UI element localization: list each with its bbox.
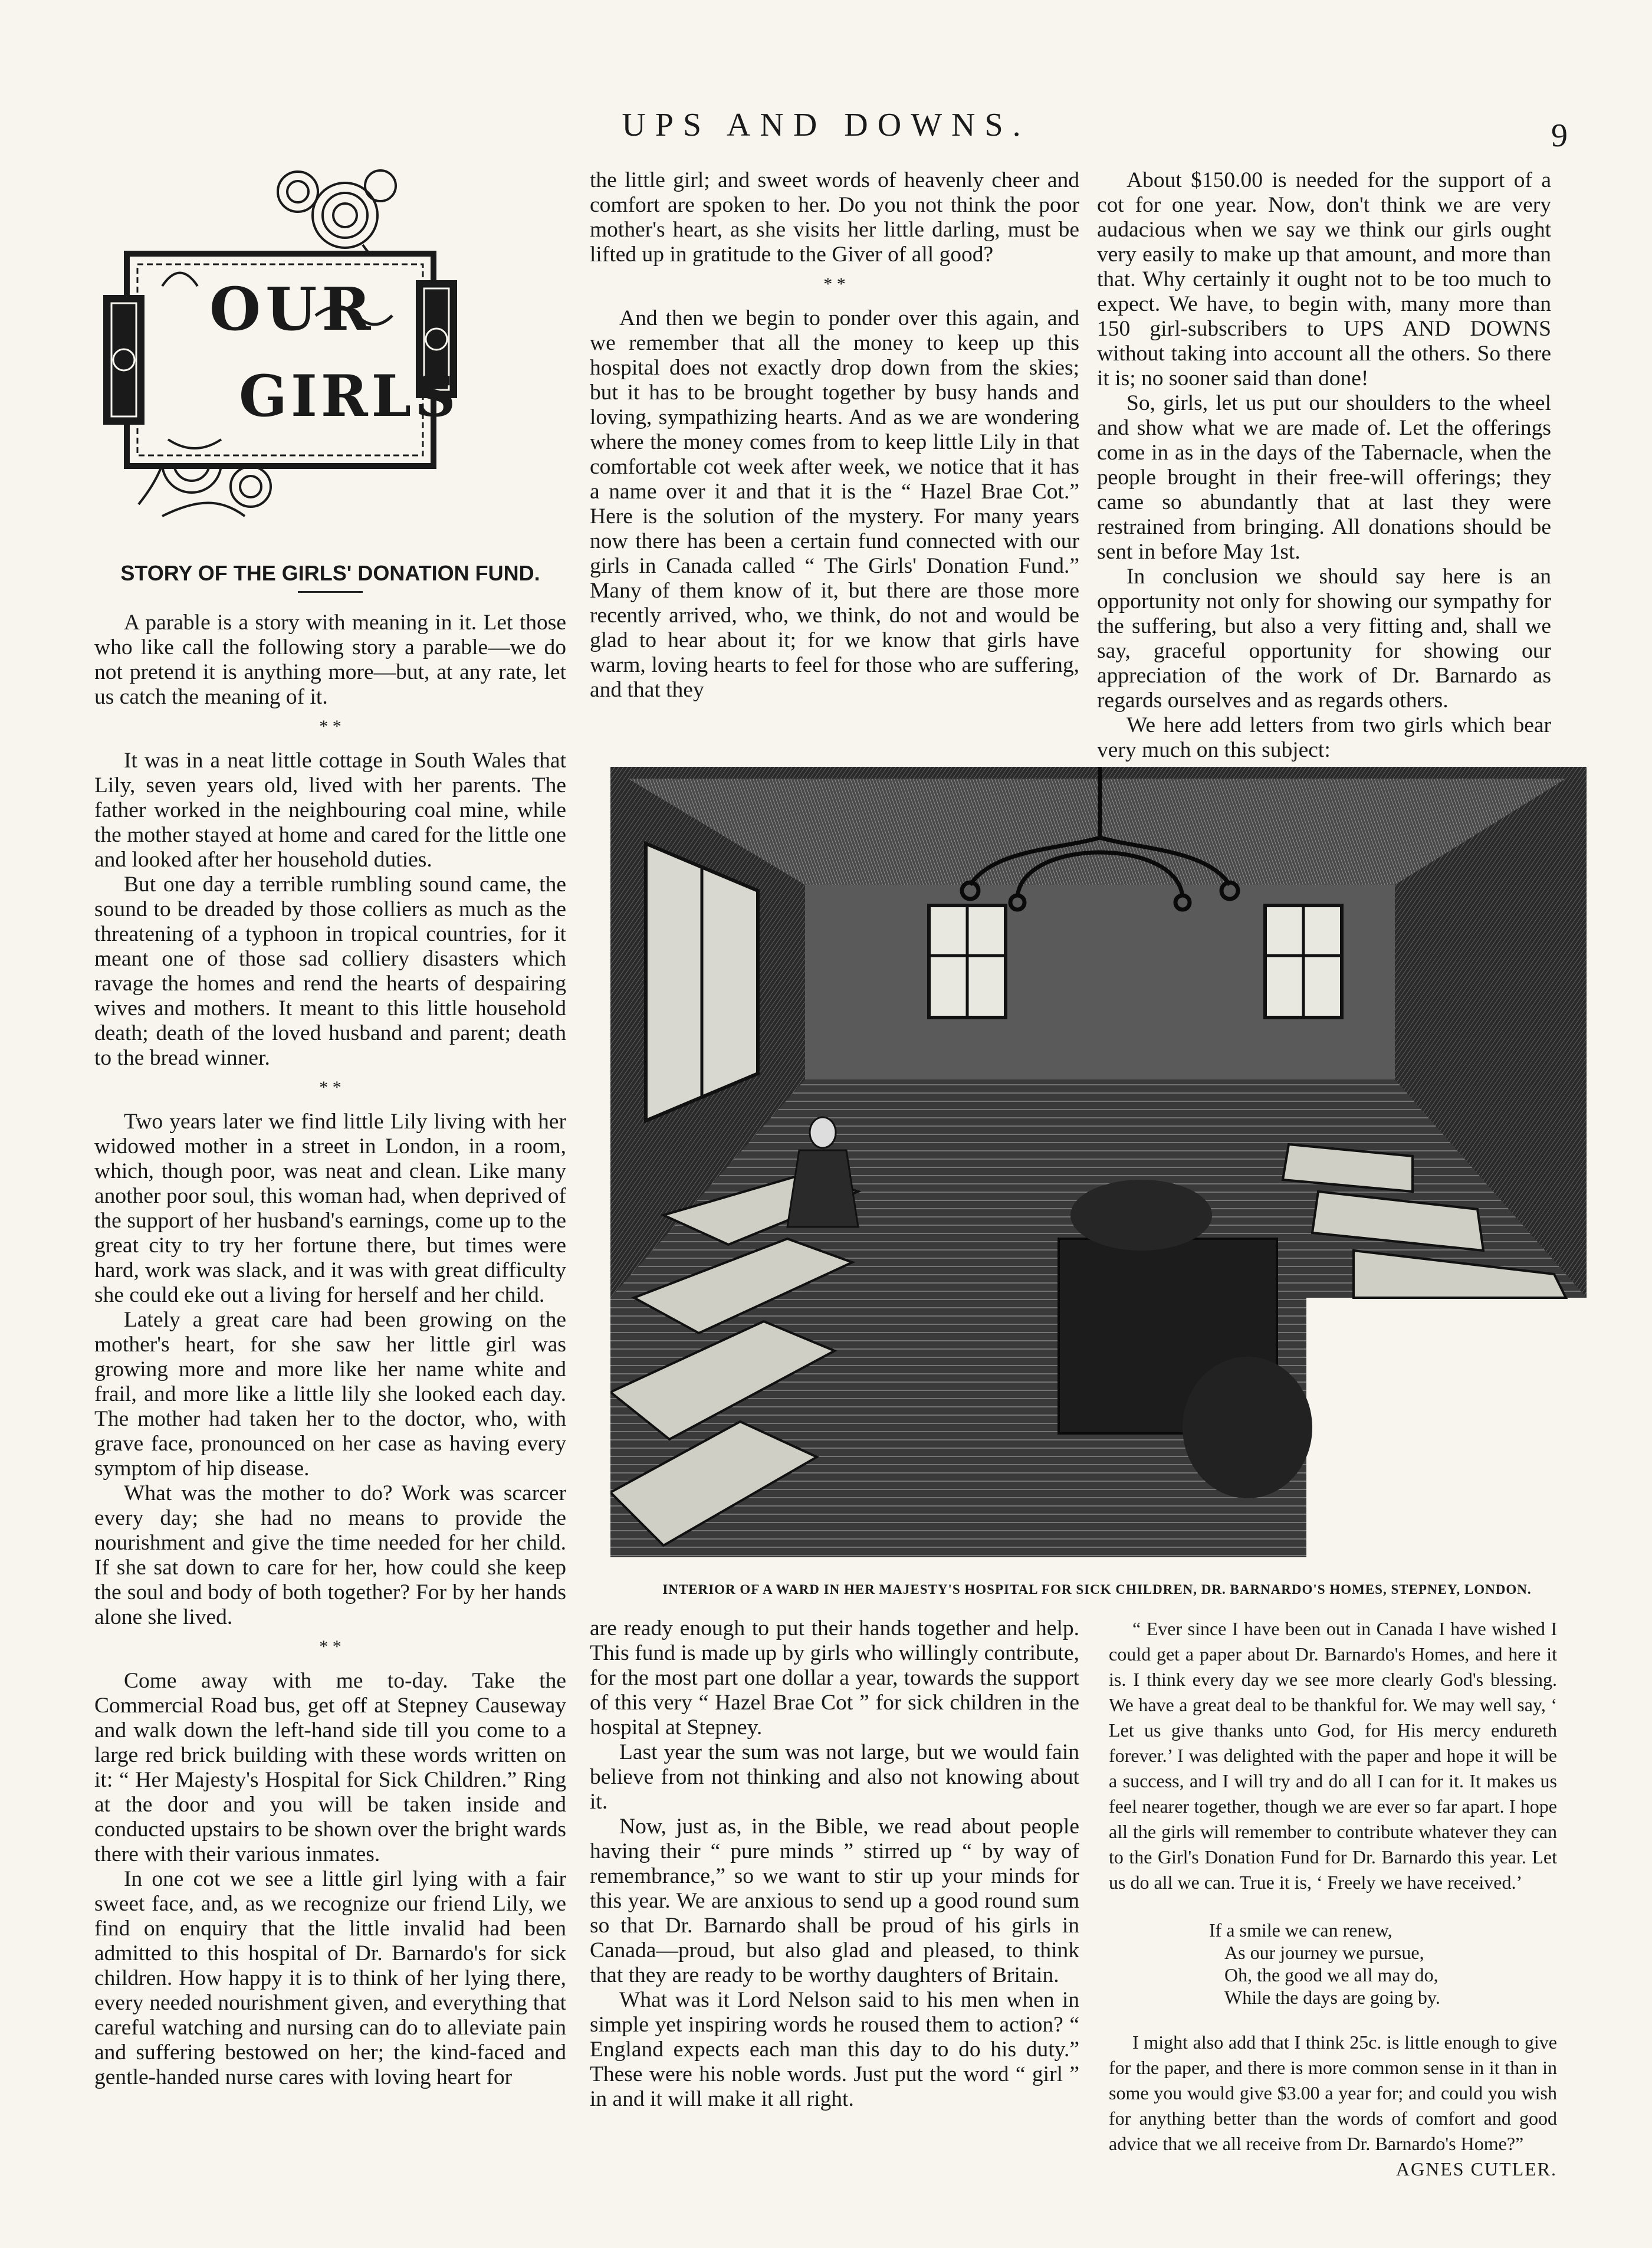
section-separator: * * — [823, 274, 846, 294]
reader-letter — [1109, 1616, 1557, 2182]
letter-poem — [1209, 1919, 1557, 2009]
section-separator: * * — [319, 1637, 341, 1656]
article-paragraph: We here add letters from two girls which bear very much on this subject: — [1097, 713, 1551, 762]
emblem-word-girls: GIRLS — [239, 363, 459, 429]
article-paragraph: Now, just as, in the Bible, we read about people having their “ pure minds ” stirred up “ by way of remembrance,” so we want to stir up your minds for this year. We are anxious to send up a good round sum so that Dr. Barnardo shall be proud of his girls in Canada—proud, but also glad and pleased, to think that they are ready to be worthy daughters of Britain. — [590, 1814, 1079, 1987]
illustration-caption: INTERIOR OF A WARD IN HER MAJESTY'S HOSPITAL FOR SICK CHILDREN, DR. BARNARDO'S HOMES, STEPNEY, LONDON. — [662, 1582, 1532, 1597]
article-paragraph: What was it Lord Nelson said to his men when in simple yet inspiring words he roused them to action? “ England expects each man this day to do his duty.” These were his noble words. Just put the word “ girl ” in and it will make it all right. — [590, 1988, 1079, 2111]
article-paragraph: In one cot we see a little girl lying with a fair sweet face, and, as we recognize our friend Lily, we find on enquiry that the little invalid had been admitted to this hospital of Dr. Barnardo's for sick children. How happy it is to think of her lying there, every needed nourishment given, and everything that careful watching and nursing can do to alleviate pain and suffering bestowed on her; the kind-faced and gentle-handed nurse cares with loving heart for — [94, 1867, 566, 2089]
article-paragraph: About $150.00 is needed for the support of a cot for one year. Now, don't think we are very audacious when we say we think our girls ought very easily to make up that amount, and more than that. Why certainly it ought not to be too much to expect. We have, to begin with, many more than 150 girl-subscribers to UPS AND DOWNS without taking into account all the others. So there it is; no sooner said than done! — [1097, 168, 1551, 390]
poem-line: As our journey we pursue, — [1224, 1942, 1424, 1963]
article-paragraph: the little girl; and sweet words of heavenly cheer and comfort are spoken to her. Do you not think the poor mother's heart, as she visits her little darling, must be lifted up in gratitude to the Giver of all good? — [590, 168, 1079, 267]
running-head: UPS AND DOWNS. — [622, 107, 1030, 143]
section-separator: * * — [319, 1078, 341, 1097]
page-number: 9 — [1551, 117, 1568, 154]
article-paragraph: So, girls, let us put our shoulders to the wheel and show what we are made of. Let the offerings come in as in the days of the Tabernacle, when the people brought in their free-will offerings; they came so abundantly that at last they were restrained from bringing. All donations should be sent in before May 1st. — [1097, 391, 1551, 564]
article-paragraph: are ready enough to put their hands together and help. This fund is made up by girls who willingly contribute, for the most part one dollar a year, towards the support of this very “ Hazel Brae Cot ” for sick children in the hospital at Stepney. — [590, 1616, 1079, 1740]
article-heading: STORY OF THE GIRLS' DONATION FUND. — [120, 561, 540, 585]
article-paragraph: Last year the sum was not large, but we would fain believe from not thinking and also not knowing about it. — [590, 1740, 1079, 1814]
article-paragraph: In conclusion we should say here is an opportunity not only for showing our sympathy for the suffering, but also a very fitting and, shall we say, graceful opportunity for showing our appreciation of the work of Dr. Barnardo as regards ourselves and as regards others. — [1097, 565, 1551, 713]
article-paragraph: What was the mother to do? Work was scarcer every day; she had no means to provide the nourishment and give the time needed for her child. If she sat down to care for her, how could she keep the soul and body of both together? For by her hands alone she lived. — [94, 1481, 566, 1629]
column-2-top — [590, 168, 1079, 703]
column-1 — [94, 560, 566, 2090]
article-paragraph: And then we begin to ponder over this again, and we remember that all the money to keep up this hospital does not exactly drop down from the skies; but it has to be brought together by busy hands and loving, sympathizing hearts. And as we are wondering where the money comes from to keep little Lily in that comfortable cot week after week, we notice that it has a name over it and that it is the “ Hazel Brae Cot.” Here is the solution of the mystery. For many years now there has been a certain fund connected with our girls in Canada called “ The Girls' Donation Fund.” Many of them know of it, but there are those more recently arrived, who, we think, do not and would be glad to hear about it; for we know that girls have warm, loving hearts to feel for those who are suffering, and that they — [590, 306, 1079, 702]
poem-line: While the days are going by. — [1224, 1987, 1440, 2008]
column-3-top — [1097, 168, 1551, 763]
article-paragraph: It was in a neat little cottage in South Wales that Lily, seven years old, lived with her parents. The father worked in the neighbouring coal mine, while the mother stayed at home and cared for the little one and looked after her household duties. — [94, 749, 566, 872]
section-separator: * * — [319, 717, 341, 736]
poem-line: Oh, the good we all may do, — [1224, 1964, 1438, 1986]
article-paragraph: But one day a terrible rumbling sound came, the sound to be dreaded by those colliers as much as the threatening of a typhoon in tropical countries, for it meant one of those sad colliery disasters which ravage the homes and rend the hearts of despairing wives and mothers. It meant to this little household death; death of the loved husband and parent; death to the bread winner. — [94, 872, 566, 1070]
column-2-bottom — [590, 1616, 1079, 2112]
floral-ornament-icon — [103, 168, 481, 522]
letter-closing: I might also add that I think 25c. is little enough to give for the paper, and there is more common sense in it than in some you would give $3.00 a year for; and could you wish for anything better than the words of comfort and good advice that we all receive from Dr. Barnardo's Home?” — [1109, 2032, 1557, 2154]
hospital-ward-image — [610, 767, 1587, 1557]
heading-rule — [298, 591, 363, 593]
our-girls-emblem — [103, 168, 481, 522]
article-paragraph: A parable is a story with meaning in it. Let those who like call the following story a parable—we do not pretend it is anything more—but, at any rate, let us catch the meaning of it. — [94, 611, 566, 709]
article-paragraph: Come away with me to-day. Take the Commercial Road bus, get off at Stepney Causeway and walk down the left-hand side till you come to a large red brick building with these words written on it: “ Her Majesty's Hospital for Sick Children.” Ring at the door and you will be taken inside and conducted upstairs to be shown over the bright wards there with their various inmates. — [94, 1669, 566, 1866]
poem-line: If a smile we can renew, — [1209, 1919, 1392, 1941]
article-paragraph: Lately a great care had been growing on the mother's heart, for she saw her little girl was growing more and more like her name white and frail, and more like a little lily she looked each day. The mother had taken her to the doctor, who, with grave face, pronounced on her case as having every symptom of hip disease. — [94, 1308, 566, 1481]
letter-signature-row — [1109, 2157, 1557, 2182]
letter-paragraph: “ Ever since I have been out in Canada I have wished I could get a paper about Dr. Barnardo's Homes, and here it is. I think every day we see more clearly God's blessing. We have a great deal to be thankful for. We may well say, ‘ Let us give thanks unto God, for His mercy endureth forever.’ I was delighted with the paper and hope it will be a success, and I will try and do all I can for it. It makes us feel nearer together, though we are ever so far apart. I hope all the girls will remember to contribute whatever they can to the Girl's Donation Fund for Dr. Barnardo this year. Let us do all we can. True it is, ‘ Freely we have received.’ — [1109, 1618, 1557, 1893]
ward-illustration — [610, 767, 1587, 1557]
article-paragraph: Two years later we find little Lily living with her widowed mother in a street in London, in a room, which, though poor, was neat and clean. Like many another poor soul, this woman had, when deprived of the support of her husband's earnings, come up to the great city to try her fortune there, but times were hard, work was slack, and it was with great difficulty she could eke out a living for herself and her child. — [94, 1110, 566, 1307]
emblem-word-our: OUR — [209, 274, 376, 344]
letter-signature: AGNES CUTLER. — [1395, 2158, 1557, 2180]
